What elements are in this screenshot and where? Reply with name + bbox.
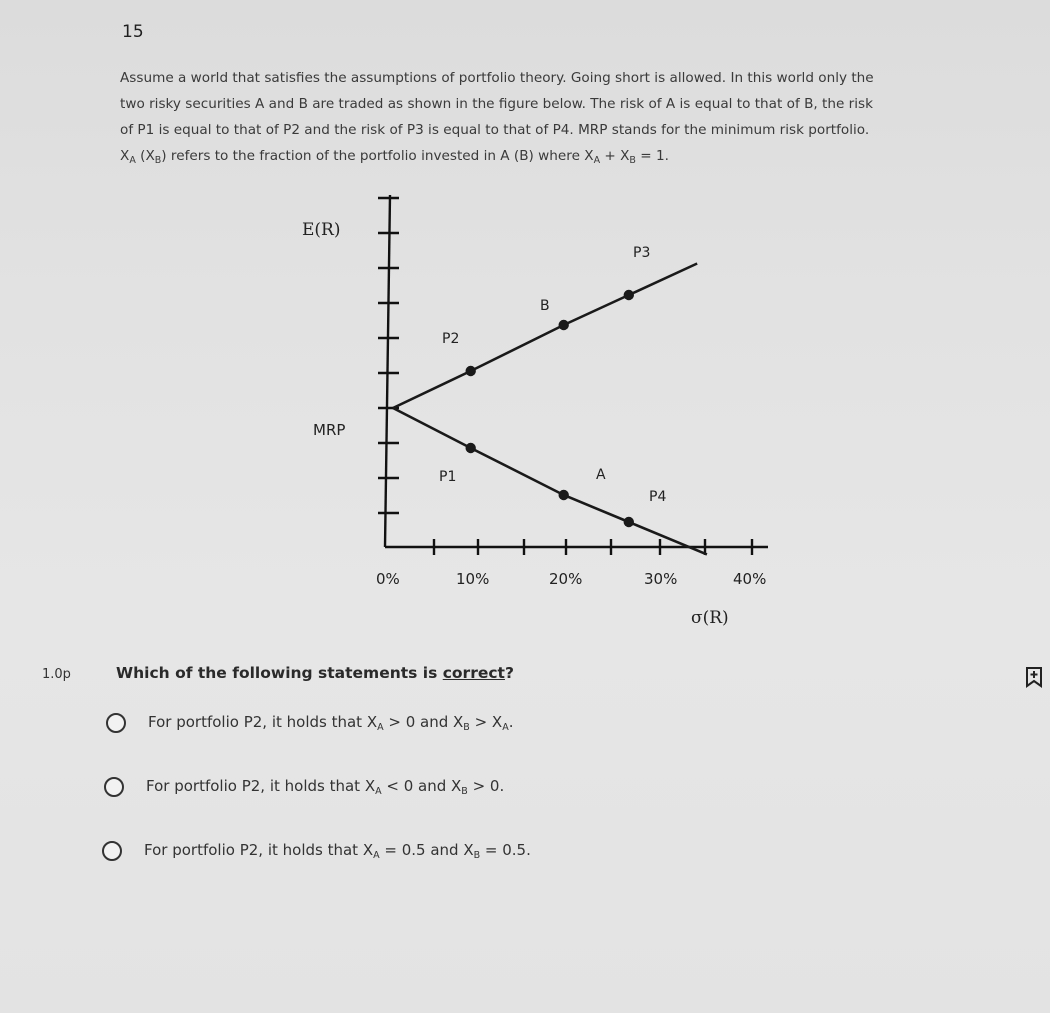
radio-empty-icon[interactable]	[106, 713, 126, 733]
x-axis-label: σ(R)	[691, 608, 729, 628]
question-text	[120, 65, 980, 174]
portfolio-point	[559, 320, 569, 330]
y-axis	[385, 195, 390, 547]
b-label: B	[540, 298, 550, 314]
question-number: 15	[122, 22, 144, 42]
question-line-3: of P1 is equal to that of P2 and the risk of P3 is equal to that of P4. MRP stands for the minimum risk portfolio.	[120, 122, 870, 138]
y-axis-label: E(R)	[302, 220, 341, 240]
question-line-2: two risky securities A and B are traded as shown in the figure below. The risk of A is equal to that of B, the risk	[120, 96, 873, 112]
radio-empty-icon[interactable]	[102, 841, 122, 861]
flag-icon[interactable]	[1023, 666, 1045, 688]
question-points: 1.0p	[42, 667, 71, 682]
p4-label: P4	[649, 489, 667, 505]
question-prompt: Which of the following statements is correct?	[116, 664, 514, 682]
question-line-1: Assume a world that satisfies the assumptions of portfolio theory. Going short is allowed. In this world only the	[120, 70, 874, 86]
mrp-label: MRP	[313, 421, 346, 439]
answer-option-1[interactable]	[106, 713, 514, 733]
portfolio-point	[466, 366, 476, 376]
a-label: A	[596, 467, 606, 483]
p2-label: P2	[442, 331, 460, 347]
x-tick-label: 30%	[644, 570, 678, 588]
p3-label: P3	[633, 245, 651, 261]
x-tick-label: 10%	[456, 570, 490, 588]
option-text: For portfolio P2, it holds that $X_A = 0.5$ and $X_B = 0.5$.	[144, 841, 531, 861]
question-line-4: $X_A$ $(X_B)$ refers to the fraction of the portfolio invested in A (B) where $X_A + X_B = 1$.	[120, 148, 669, 166]
p1-label: P1	[439, 469, 457, 485]
frontier-line	[393, 408, 707, 554]
answer-option-3[interactable]	[102, 841, 531, 861]
portfolio-point	[624, 290, 634, 300]
x-tick-label: 20%	[549, 570, 583, 588]
option-text: For portfolio P2, it holds that $X_A < 0$ and $X_B > 0$.	[146, 777, 505, 797]
frontier-line	[393, 264, 697, 409]
flag-icon-svg	[1023, 666, 1045, 688]
answer-option-2[interactable]	[104, 777, 504, 797]
radio-empty-icon[interactable]	[104, 777, 124, 797]
option-text: For portfolio P2, it holds that $X_A > 0$ and $X_B > X_A$.	[148, 713, 514, 733]
x-tick-label: 0%	[376, 570, 400, 588]
portfolio-point	[559, 490, 569, 500]
x-tick-label: 40%	[733, 570, 767, 588]
portfolio-point	[466, 443, 476, 453]
portfolio-point	[624, 517, 634, 527]
